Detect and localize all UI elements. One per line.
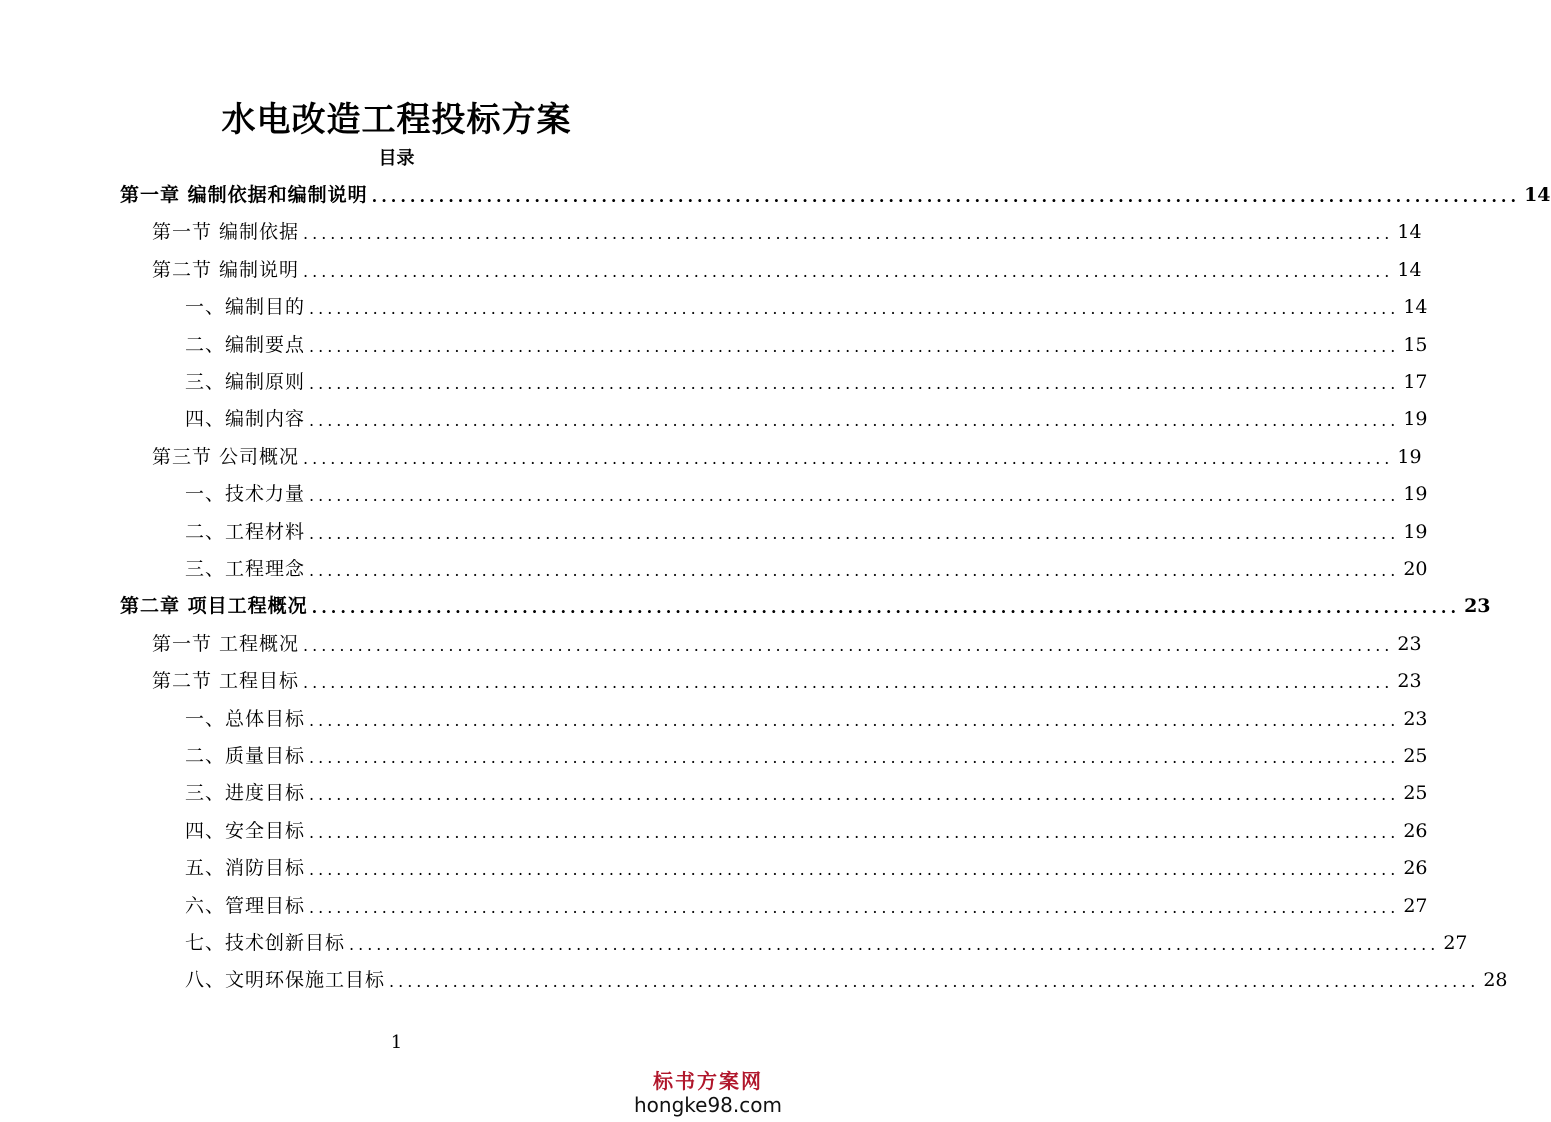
toc-entry xyxy=(185,404,1428,434)
toc-entry-label: 一、总体目标 xyxy=(185,707,306,730)
toc-leader-dots: ........................................................................................................................ xyxy=(309,561,1400,580)
toc-entry-label: 三、编制原则 xyxy=(185,371,306,393)
toc-entry-label: 八、文明环保施工目标 xyxy=(185,969,386,992)
toc-leader-dots: ........................................................................................................................ xyxy=(309,785,1400,805)
toc-entry-page: 23 xyxy=(1397,632,1422,655)
toc-entry-page: 14 xyxy=(1403,296,1428,319)
watermark-chinese-text: 标书方案网 xyxy=(653,1069,763,1093)
toc-entry-page: 19 xyxy=(1403,520,1428,543)
toc-entry xyxy=(185,778,1428,808)
toc-entry xyxy=(185,330,1428,360)
toc-entry-label: 二、质量目标 xyxy=(185,745,306,767)
toc-entry-page: 23 xyxy=(1403,707,1428,730)
toc-entry-page: 14 xyxy=(1524,184,1551,206)
toc-entry-page: 17 xyxy=(1403,371,1428,393)
toc-entry-label: 二、编制要点 xyxy=(185,333,306,356)
toc-entry-page: 26 xyxy=(1403,819,1428,842)
toc-leader-dots: ........................................................................................................................ xyxy=(303,261,1394,281)
toc-entry xyxy=(185,853,1428,883)
toc-leader-dots: ........................................................................................................................ xyxy=(303,635,1394,655)
toc-entry xyxy=(152,442,1422,472)
toc-entry xyxy=(152,255,1422,285)
toc-entry-page: 15 xyxy=(1403,333,1428,356)
document-title: 水电改造工程投标方案 xyxy=(221,100,572,140)
toc-entry xyxy=(185,928,1468,958)
toc-leader-dots: ........................................................................................................................ xyxy=(371,187,1521,206)
toc-entry-page: 25 xyxy=(1403,745,1428,767)
toc-entry-label: 第一节 编制依据 xyxy=(152,221,300,244)
watermark-domain-text: hongke98.com xyxy=(634,1093,782,1117)
toc-leader-dots: ........................................................................................................................ xyxy=(309,897,1400,917)
toc-entry xyxy=(185,554,1428,584)
toc-leader-dots: ........................................................................................................................ xyxy=(309,374,1400,393)
toc-entry xyxy=(185,965,1508,995)
toc-entry xyxy=(185,741,1428,771)
toc-entry-page: 27 xyxy=(1403,894,1428,917)
toc-entry-label: 三、进度目标 xyxy=(185,782,306,805)
toc-entry xyxy=(185,367,1428,397)
toc-entry-label: 第二节 工程目标 xyxy=(152,670,300,693)
toc-heading: 目录 xyxy=(378,148,415,169)
toc-chapter-entry xyxy=(120,591,1491,621)
toc-leader-dots: ........................................................................................................................ xyxy=(309,748,1400,767)
toc-entry xyxy=(185,517,1428,547)
toc-leader-dots: ........................................................................................................................ xyxy=(309,336,1400,356)
toc-entry-page: 27 xyxy=(1443,932,1468,954)
toc-entry-label: 第三节 公司概况 xyxy=(152,445,300,468)
toc-entry-label: 六、管理目标 xyxy=(185,894,306,917)
toc-entry-label: 第一章 编制依据和编制说明 xyxy=(120,184,368,206)
toc-leader-dots: ........................................................................................................................ xyxy=(309,822,1400,842)
toc-entry-page: 14 xyxy=(1397,221,1422,244)
toc-entry xyxy=(185,816,1428,846)
page-number: 1 xyxy=(390,1032,403,1053)
toc-entry xyxy=(185,891,1428,921)
toc-entry-label: 四、编制内容 xyxy=(185,408,306,431)
toc-entry-page: 20 xyxy=(1403,558,1428,580)
toc-leader-dots: ........................................................................................................................ xyxy=(309,710,1400,730)
toc-entry-label: 四、安全目标 xyxy=(185,819,306,842)
toc-leader-dots: ........................................................................................................................ xyxy=(389,972,1480,992)
toc-leader-dots: ........................................................................................................................ xyxy=(303,224,1394,244)
toc-entry-label: 第一节 工程概况 xyxy=(152,632,300,655)
toc-leader-dots: ........................................................................................................................ xyxy=(309,860,1400,880)
toc-leader-dots: ........................................................................................................................ xyxy=(349,935,1440,954)
toc-leader-dots: ........................................................................................................................ xyxy=(303,448,1394,468)
toc-entry xyxy=(185,704,1428,734)
toc-entry xyxy=(185,292,1428,322)
toc-leader-dots: ........................................................................................................................ xyxy=(309,523,1400,543)
toc-entry-label: 三、工程理念 xyxy=(185,558,306,580)
toc-chapter-entry xyxy=(120,180,1551,210)
toc-entry-page: 19 xyxy=(1403,408,1428,431)
toc-entry xyxy=(152,666,1422,696)
toc-entry-label: 第二节 编制说明 xyxy=(152,258,300,281)
toc-entry xyxy=(185,479,1428,509)
toc-leader-dots: ........................................................................................................................ xyxy=(309,411,1400,431)
toc-leader-dots: ........................................................................................................................ xyxy=(303,673,1394,693)
toc-entry-label: 一、编制目的 xyxy=(185,296,306,319)
toc-entry-page: 23 xyxy=(1464,595,1491,618)
toc-entry-label: 七、技术创新目标 xyxy=(185,932,346,954)
toc-leader-dots: ........................................................................................................................ xyxy=(311,598,1461,618)
toc-entry-page: 23 xyxy=(1397,670,1422,693)
toc-entry-label: 第二章 项目工程概况 xyxy=(120,595,308,618)
toc-entry xyxy=(152,217,1422,247)
toc-entry-page: 14 xyxy=(1397,258,1422,281)
toc-entry-label: 一、技术力量 xyxy=(185,483,306,506)
toc-entry-label: 二、工程材料 xyxy=(185,520,306,543)
toc-entry-page: 26 xyxy=(1403,857,1428,880)
toc-entry xyxy=(152,629,1422,659)
toc-entry-label: 五、消防目标 xyxy=(185,857,306,880)
toc-entry-page: 25 xyxy=(1403,782,1428,805)
toc-leader-dots: ........................................................................................................................ xyxy=(309,486,1400,506)
toc-entry-page: 19 xyxy=(1403,483,1428,506)
toc-leader-dots: ........................................................................................................................ xyxy=(309,299,1400,319)
site-watermark xyxy=(633,1068,783,1116)
toc-entry-page: 28 xyxy=(1483,969,1508,992)
toc-entry-page: 19 xyxy=(1397,445,1422,468)
